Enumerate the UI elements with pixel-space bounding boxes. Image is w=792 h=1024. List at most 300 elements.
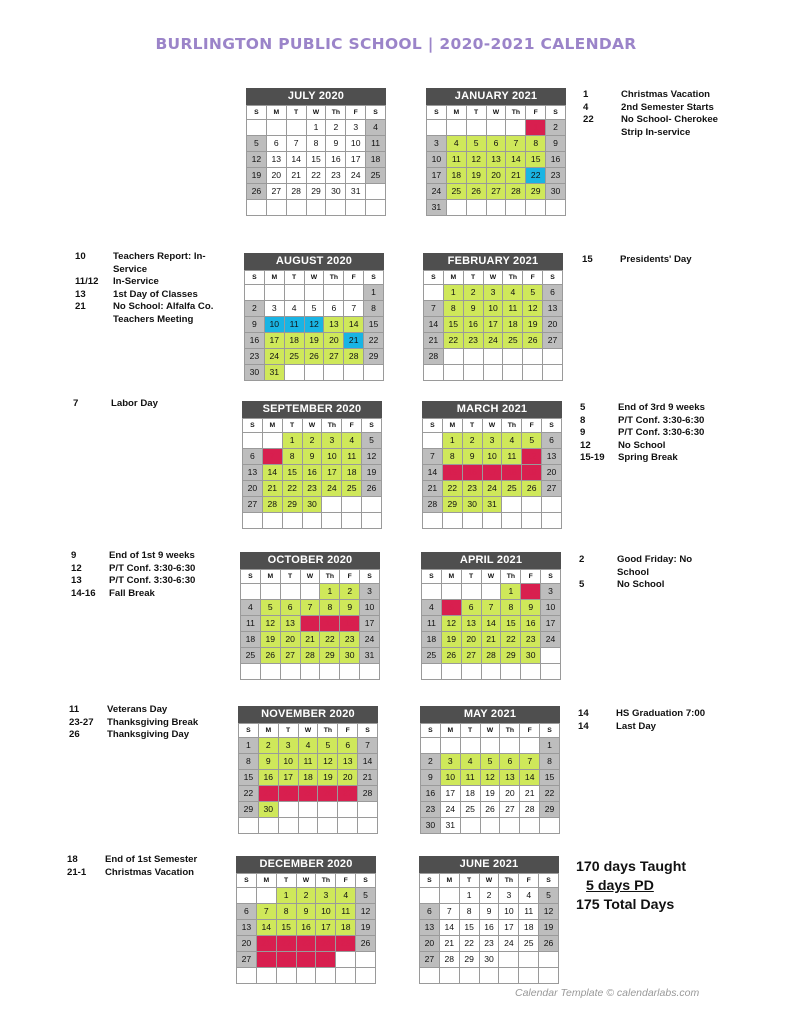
weekday-header: T bbox=[283, 419, 303, 433]
day-cell bbox=[422, 664, 442, 680]
event-item bbox=[71, 588, 195, 601]
weekday-header: Th bbox=[501, 570, 521, 584]
day-cell bbox=[303, 513, 323, 529]
day-cell: 5 bbox=[305, 301, 325, 317]
day-cell: 30 bbox=[546, 184, 566, 200]
day-cell bbox=[257, 968, 277, 984]
day-cell bbox=[243, 513, 263, 529]
weekday-header: W bbox=[480, 874, 500, 888]
day-cell: 30 bbox=[259, 802, 279, 818]
weekday-header: S bbox=[540, 724, 560, 738]
day-cell: 10 bbox=[541, 600, 561, 616]
day-cell bbox=[338, 818, 358, 834]
day-cell: 13 bbox=[543, 301, 563, 317]
day-cell bbox=[281, 584, 301, 600]
weekday-header: S bbox=[237, 874, 257, 888]
day-cell: 14 bbox=[424, 317, 444, 333]
day-cell: 8 bbox=[307, 136, 327, 152]
day-cell: 31 bbox=[346, 184, 366, 200]
day-cell: 22 bbox=[443, 481, 463, 497]
event-description: End of 3rd 9 weeks bbox=[618, 402, 705, 413]
day-cell: 3 bbox=[499, 888, 519, 904]
weekday-header: Th bbox=[324, 271, 344, 285]
day-cell bbox=[263, 433, 283, 449]
event-description: Veterans Day bbox=[107, 704, 168, 715]
day-cell: 24 bbox=[484, 333, 504, 349]
weekday-header: F bbox=[338, 724, 358, 738]
day-cell: 3 bbox=[483, 433, 503, 449]
day-cell: 28 bbox=[423, 497, 443, 513]
day-cell: 2 bbox=[245, 301, 265, 317]
day-cell: 29 bbox=[460, 952, 480, 968]
day-cell: 22 bbox=[239, 786, 259, 802]
events-january bbox=[583, 89, 718, 139]
day-cell: 7 bbox=[440, 904, 460, 920]
day-cell bbox=[326, 200, 346, 216]
day-cell: 5 bbox=[318, 738, 338, 754]
event-date: 15-19 bbox=[580, 452, 605, 464]
day-cell bbox=[447, 120, 467, 136]
day-cell: 2 bbox=[464, 285, 484, 301]
day-cell: 10 bbox=[483, 449, 503, 465]
day-cell: 16 bbox=[463, 465, 483, 481]
event-item bbox=[579, 554, 692, 579]
day-cell bbox=[324, 365, 344, 381]
weekday-header: S bbox=[362, 419, 382, 433]
weekday-header: W bbox=[297, 874, 317, 888]
weekday-header: Th bbox=[503, 271, 523, 285]
event-date: 7 bbox=[73, 398, 79, 409]
day-cell: 15 bbox=[443, 465, 463, 481]
day-cell: 4 bbox=[336, 888, 356, 904]
day-cell: 22 bbox=[307, 168, 327, 184]
day-cell: 11 bbox=[342, 449, 362, 465]
day-cell bbox=[245, 285, 265, 301]
day-cell: 23 bbox=[245, 349, 265, 365]
event-item bbox=[580, 402, 705, 415]
day-cell: 31 bbox=[316, 952, 336, 968]
day-cell bbox=[500, 818, 520, 834]
day-cell: 19 bbox=[442, 632, 462, 648]
day-cell: 10 bbox=[499, 904, 519, 920]
day-cell: 29 bbox=[364, 349, 384, 365]
day-cell: 15 bbox=[320, 616, 340, 632]
day-cell bbox=[305, 285, 325, 301]
day-cell bbox=[506, 200, 526, 216]
event-item bbox=[67, 867, 197, 880]
day-cell: 10 bbox=[316, 904, 336, 920]
month-grid bbox=[423, 270, 563, 381]
day-cell: 24 bbox=[360, 632, 380, 648]
day-cell: 15 bbox=[501, 616, 521, 632]
day-cell: 18 bbox=[447, 168, 467, 184]
day-cell: 8 bbox=[526, 136, 546, 152]
day-cell: 26 bbox=[247, 184, 267, 200]
day-cell: 21 bbox=[440, 936, 460, 952]
day-cell: 17 bbox=[346, 152, 366, 168]
day-cell: 1 bbox=[320, 584, 340, 600]
day-cell: 8 bbox=[443, 449, 463, 465]
month-header: DECEMBER 2020 bbox=[236, 856, 376, 873]
day-cell: 25 bbox=[336, 936, 356, 952]
day-cell: 4 bbox=[342, 433, 362, 449]
weekday-header: T bbox=[462, 570, 482, 584]
day-cell: 1 bbox=[283, 433, 303, 449]
event-date: 5 bbox=[579, 579, 585, 591]
day-cell: 23 bbox=[464, 333, 484, 349]
day-cell bbox=[487, 120, 507, 136]
day-cell bbox=[539, 968, 559, 984]
day-cell: 27 bbox=[267, 184, 287, 200]
weekday-header: S bbox=[422, 570, 442, 584]
day-cell: 26 bbox=[261, 648, 281, 664]
day-cell: 13 bbox=[462, 616, 482, 632]
day-cell bbox=[356, 952, 376, 968]
day-cell: 16 bbox=[326, 152, 346, 168]
day-cell: 21 bbox=[423, 481, 443, 497]
weekday-header: M bbox=[261, 570, 281, 584]
day-cell: 27 bbox=[487, 184, 507, 200]
day-cell: 19 bbox=[481, 786, 501, 802]
day-cell: 7 bbox=[424, 301, 444, 317]
events-october bbox=[71, 550, 195, 600]
day-cell: 4 bbox=[447, 136, 467, 152]
day-cell bbox=[261, 664, 281, 680]
day-cell bbox=[500, 738, 520, 754]
day-cell: 1 bbox=[444, 285, 464, 301]
events-december bbox=[67, 854, 197, 879]
day-cell: 15 bbox=[444, 317, 464, 333]
month-may-2021 bbox=[420, 706, 560, 834]
day-cell: 12 bbox=[522, 449, 542, 465]
day-cell bbox=[287, 120, 307, 136]
event-item bbox=[75, 251, 213, 276]
weekday-header: Th bbox=[316, 874, 336, 888]
day-cell: 26 bbox=[442, 648, 462, 664]
day-cell: 8 bbox=[283, 449, 303, 465]
month-header: APRIL 2021 bbox=[421, 552, 561, 569]
day-cell: 6 bbox=[487, 136, 507, 152]
day-cell: 12 bbox=[305, 317, 325, 333]
day-cell: 18 bbox=[366, 152, 386, 168]
day-cell: 1 bbox=[239, 738, 259, 754]
weekday-header: S bbox=[241, 570, 261, 584]
weekday-header: F bbox=[336, 874, 356, 888]
event-description: Fall Break bbox=[109, 587, 155, 599]
day-cell: 6 bbox=[237, 904, 257, 920]
day-cell bbox=[277, 968, 297, 984]
event-description: Labor Day bbox=[111, 398, 158, 409]
day-cell: 23 bbox=[303, 481, 323, 497]
month-grid bbox=[238, 723, 378, 834]
day-cell: 18 bbox=[502, 465, 522, 481]
day-cell: 29 bbox=[526, 184, 546, 200]
event-description: No School bbox=[617, 579, 665, 591]
day-cell: 18 bbox=[285, 333, 305, 349]
day-cell: 11 bbox=[502, 449, 522, 465]
day-cell: 18 bbox=[503, 317, 523, 333]
weekday-header: T bbox=[281, 570, 301, 584]
event-description: P/T Conf. 3:30-6:30 bbox=[109, 575, 196, 587]
day-cell bbox=[299, 818, 319, 834]
day-cell: 15 bbox=[540, 770, 560, 786]
day-cell: 30 bbox=[421, 818, 441, 834]
day-cell: 16 bbox=[546, 152, 566, 168]
month-grid bbox=[236, 873, 376, 984]
day-cell bbox=[501, 664, 521, 680]
day-cell: 13 bbox=[267, 152, 287, 168]
day-cell: 3 bbox=[279, 738, 299, 754]
weekday-header: M bbox=[265, 271, 285, 285]
day-cell bbox=[443, 513, 463, 529]
day-cell: 17 bbox=[360, 616, 380, 632]
day-cell: 12 bbox=[356, 904, 376, 920]
day-cell: 14 bbox=[423, 465, 443, 481]
event-item bbox=[75, 289, 213, 302]
month-july-2020 bbox=[246, 88, 386, 216]
weekday-header: S bbox=[364, 271, 384, 285]
day-cell bbox=[366, 200, 386, 216]
day-cell: 9 bbox=[546, 136, 566, 152]
day-cell: 27 bbox=[420, 952, 440, 968]
day-cell bbox=[423, 433, 443, 449]
event-date: 14-16 bbox=[71, 587, 96, 599]
day-cell: 8 bbox=[444, 301, 464, 317]
day-cell: 7 bbox=[263, 449, 283, 465]
day-cell: 3 bbox=[265, 301, 285, 317]
day-cell bbox=[307, 200, 327, 216]
event-date: 14 bbox=[578, 708, 589, 719]
weekday-header: S bbox=[424, 271, 444, 285]
weekday-header: M bbox=[440, 874, 460, 888]
day-cell: 1 bbox=[540, 738, 560, 754]
day-cell: 27 bbox=[281, 648, 301, 664]
day-cell: 14 bbox=[257, 920, 277, 936]
day-cell bbox=[540, 818, 560, 834]
weekday-header: T bbox=[461, 724, 481, 738]
day-cell: 5 bbox=[442, 600, 462, 616]
weekday-header: M bbox=[257, 874, 277, 888]
day-cell: 12 bbox=[442, 616, 462, 632]
day-cell: 14 bbox=[358, 754, 378, 770]
day-cell: 10 bbox=[360, 600, 380, 616]
day-cell: 28 bbox=[263, 497, 283, 513]
event-description: P/T Conf. 3:30-6:30 bbox=[618, 414, 705, 426]
weekday-header: F bbox=[340, 570, 360, 584]
day-cell bbox=[301, 584, 321, 600]
day-cell: 30 bbox=[326, 184, 346, 200]
day-cell: 4 bbox=[519, 888, 539, 904]
day-cell: 23 bbox=[340, 632, 360, 648]
event-description: End of 1st Semester bbox=[105, 854, 198, 865]
weekday-header: S bbox=[546, 106, 566, 120]
day-cell: 29 bbox=[320, 648, 340, 664]
event-item bbox=[578, 721, 705, 734]
day-cell: 19 bbox=[522, 465, 542, 481]
event-date: 11/12 bbox=[75, 276, 99, 288]
weekday-header: M bbox=[444, 271, 464, 285]
day-cell: 4 bbox=[503, 285, 523, 301]
day-cell: 26 bbox=[356, 936, 376, 952]
day-cell: 3 bbox=[360, 584, 380, 600]
event-item bbox=[583, 102, 718, 115]
day-cell: 25 bbox=[519, 936, 539, 952]
day-cell bbox=[520, 818, 540, 834]
day-cell: 22 bbox=[460, 936, 480, 952]
day-cell bbox=[519, 968, 539, 984]
day-cell: 3 bbox=[346, 120, 366, 136]
day-cell: 14 bbox=[263, 465, 283, 481]
day-cell: 16 bbox=[245, 333, 265, 349]
weekday-header: M bbox=[263, 419, 283, 433]
weekday-header: M bbox=[442, 570, 462, 584]
day-cell: 4 bbox=[461, 754, 481, 770]
day-cell: 5 bbox=[362, 433, 382, 449]
day-cell: 19 bbox=[305, 333, 325, 349]
day-cell bbox=[279, 818, 299, 834]
events-may bbox=[578, 708, 705, 733]
day-cell bbox=[447, 200, 467, 216]
event-item bbox=[75, 276, 213, 289]
day-cell bbox=[503, 349, 523, 365]
day-cell: 12 bbox=[247, 152, 267, 168]
day-cell: 3 bbox=[316, 888, 336, 904]
day-cell bbox=[336, 952, 356, 968]
day-cell bbox=[344, 365, 364, 381]
day-cell: 6 bbox=[543, 285, 563, 301]
weekday-header: S bbox=[420, 874, 440, 888]
event-date: 13 bbox=[75, 288, 86, 300]
day-cell bbox=[421, 738, 441, 754]
day-cell bbox=[322, 513, 342, 529]
day-cell: 23 bbox=[480, 936, 500, 952]
month-header: JUNE 2021 bbox=[419, 856, 559, 873]
day-cell: 28 bbox=[344, 349, 364, 365]
day-cell: 6 bbox=[267, 136, 287, 152]
day-cell: 6 bbox=[462, 600, 482, 616]
day-cell: 23 bbox=[421, 802, 441, 818]
day-cell: 4 bbox=[366, 120, 386, 136]
day-cell bbox=[484, 365, 504, 381]
weekday-header: Th bbox=[502, 419, 522, 433]
day-cell: 18 bbox=[336, 920, 356, 936]
events-march bbox=[580, 402, 705, 465]
day-cell bbox=[420, 888, 440, 904]
day-cell: 12 bbox=[362, 449, 382, 465]
day-cell: 22 bbox=[501, 632, 521, 648]
day-cell: 17 bbox=[279, 770, 299, 786]
day-cell: 2 bbox=[326, 120, 346, 136]
day-cell bbox=[247, 200, 267, 216]
event-description: 1st Day of Classes bbox=[113, 288, 198, 300]
event-date: 10 bbox=[75, 251, 86, 262]
month-january-2021 bbox=[426, 88, 566, 216]
day-cell bbox=[522, 497, 542, 513]
month-december-2020 bbox=[236, 856, 376, 984]
day-cell: 10 bbox=[322, 449, 342, 465]
day-cell: 3 bbox=[322, 433, 342, 449]
event-description: In-Service bbox=[113, 276, 159, 288]
weekday-header: M bbox=[443, 419, 463, 433]
day-cell: 29 bbox=[307, 184, 327, 200]
day-cell bbox=[241, 584, 261, 600]
day-cell: 19 bbox=[362, 465, 382, 481]
weekday-header: W bbox=[301, 570, 321, 584]
day-cell bbox=[522, 513, 542, 529]
day-cell: 8 bbox=[364, 301, 384, 317]
weekday-header: M bbox=[259, 724, 279, 738]
day-cell: 18 bbox=[519, 920, 539, 936]
event-description: P/T Conf. 3:30-6:30 bbox=[618, 427, 705, 439]
day-cell: 28 bbox=[482, 648, 502, 664]
event-description: Thanksgiving Day bbox=[107, 729, 190, 741]
day-cell: 7 bbox=[358, 738, 378, 754]
day-cell bbox=[362, 513, 382, 529]
month-grid bbox=[419, 873, 559, 984]
day-cell bbox=[523, 349, 543, 365]
event-date: 15 bbox=[582, 254, 593, 265]
day-cell bbox=[427, 120, 447, 136]
day-cell: 23 bbox=[259, 786, 279, 802]
day-cell: 1 bbox=[501, 584, 521, 600]
day-cell bbox=[423, 513, 443, 529]
day-cell: 20 bbox=[543, 317, 563, 333]
day-cell bbox=[241, 664, 261, 680]
day-cell: 22 bbox=[526, 168, 546, 184]
day-cell bbox=[520, 738, 540, 754]
month-august-2020 bbox=[244, 253, 384, 381]
day-cell: 25 bbox=[342, 481, 362, 497]
day-cell: 25 bbox=[422, 648, 442, 664]
day-cell bbox=[344, 285, 364, 301]
total-days: 175 Total Days bbox=[576, 897, 675, 913]
day-cell: 11 bbox=[366, 136, 386, 152]
day-cell bbox=[463, 513, 483, 529]
day-cell: 6 bbox=[420, 904, 440, 920]
weekday-header: Th bbox=[320, 570, 340, 584]
weekday-header: Th bbox=[322, 419, 342, 433]
day-cell: 4 bbox=[241, 600, 261, 616]
event-date: 22 bbox=[583, 114, 594, 126]
event-item bbox=[67, 854, 197, 867]
weekday-header: T bbox=[460, 874, 480, 888]
day-cell: 6 bbox=[324, 301, 344, 317]
weekday-header: T bbox=[287, 106, 307, 120]
day-cell: 26 bbox=[522, 481, 542, 497]
day-cell: 5 bbox=[467, 136, 487, 152]
day-cell bbox=[237, 888, 257, 904]
day-cell bbox=[322, 497, 342, 513]
day-cell: 12 bbox=[539, 904, 559, 920]
weekday-header: F bbox=[344, 271, 364, 285]
day-cell: 2 bbox=[340, 584, 360, 600]
day-cell: 20 bbox=[237, 936, 257, 952]
day-cell bbox=[342, 497, 362, 513]
day-cell bbox=[461, 818, 481, 834]
day-cell bbox=[247, 120, 267, 136]
day-cell: 30 bbox=[340, 648, 360, 664]
day-cell: 5 bbox=[522, 433, 542, 449]
day-cell: 15 bbox=[277, 920, 297, 936]
day-cell: 28 bbox=[257, 952, 277, 968]
day-cell: 1 bbox=[526, 120, 546, 136]
day-cell: 19 bbox=[247, 168, 267, 184]
day-cell bbox=[261, 584, 281, 600]
weekday-header: Th bbox=[506, 106, 526, 120]
day-cell: 21 bbox=[257, 936, 277, 952]
day-cell: 24 bbox=[265, 349, 285, 365]
event-item bbox=[71, 575, 195, 588]
